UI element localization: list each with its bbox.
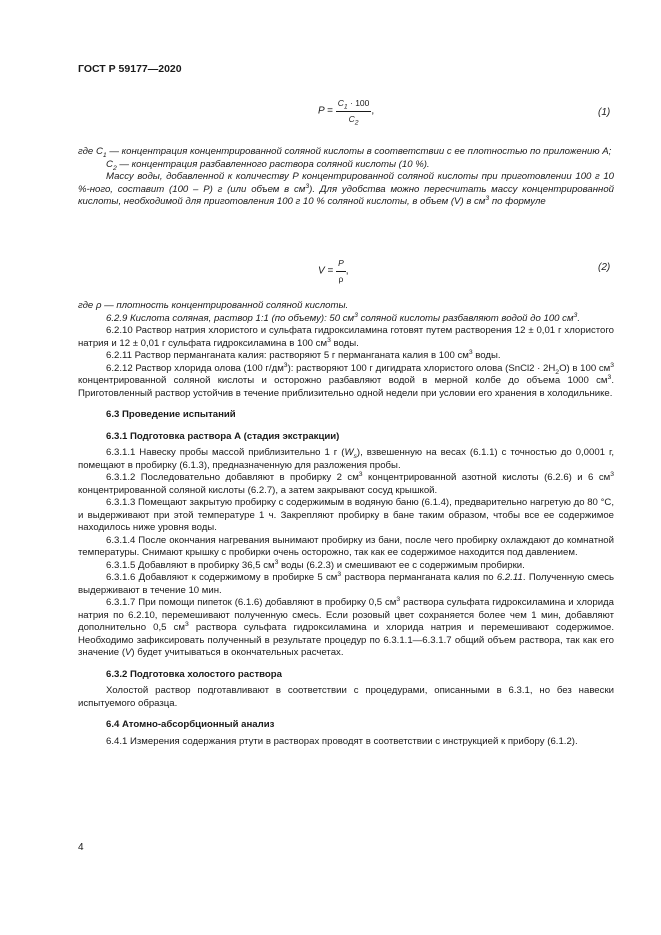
paragraph-6-3-1-3: 6.3.1.3 Помещают закрытую пробирку с содержимым в водяную баню (6.1.4), предварительно нагретую до 80 °C, и выдерживают при этой температуре 1 ч. Закрепляют пробирку в бане таким образом, чтобы все ее содержимое находилось ниже уровня воды. bbox=[78, 497, 614, 533]
paragraph-6-3-1-7: 6.3.1.7 При помощи пипеток (6.1.6) добавляют в пробирку 0,5 $см^3$ раствора сульфата гидроксиламина и хлорида натрия по 6.2.10, перемешивают полученную смесь. Если розовый цвет сохраняется более чем 1 мин, добавляют дополнительно 0,5 $см^3$ раствора сульфата гидроксиламина и хлорида натрия и перемешивают содержимое. Необходимо зафиксировать полученный в результате процедур по 6.3.1.1—6.3.1.7 общий объем раствора, так как его значение (V) будет учитываться в окончательных расчетах. bbox=[78, 595, 614, 658]
where-c2: $C_2$ — концентрация разбавленного раствора соляной кислоты (10 %). bbox=[106, 158, 430, 172]
formula-1-comma: , bbox=[371, 105, 375, 117]
formula-2-denominator: ρ bbox=[338, 273, 344, 284]
formula-1-fraction bbox=[336, 97, 375, 127]
heading-6-3-1: 6.3.1 Подготовка раствора А (стадия экстракции) bbox=[106, 430, 340, 442]
where-rho: где ρ — плотность концентрированной соляной кислоты. bbox=[78, 300, 349, 311]
text-block-1 bbox=[78, 146, 614, 209]
paragraph-6-2-9: 6.2.9 Кислота соляная, раствор 1:1 (по объему): 50 $см^3$ соляной кислоты разбавляют водой до 100 $см^3$. bbox=[106, 311, 580, 324]
paragraph-6-2-11: 6.2.11 Раствор перманганата калия: растворяют 5 г перманганата калия в 100 $см^3$ воды. bbox=[106, 348, 501, 361]
formula-2-numerator: P bbox=[336, 257, 346, 272]
heading-6-4: 6.4 Атомно-абсорбционный анализ bbox=[106, 719, 275, 730]
paragraph-6-2-12: 6.2.12 Раствор хлорида олова (100 $г/дм^3$): растворяют 100 г дигидрата хлористого олова (SnCl2 · $2H_2O$) в 100 $см^3$ концентрированной соляной кислоты и осторожно разбавляют водой в мерной колбе до объема 1000 $см^3$. Приготовленный раствор устойчив в течение приблизительно одной недели при условии его хранения в холодильнике. bbox=[78, 361, 614, 399]
paragraph-6-3-1-1: 6.3.1.1 Навеску пробы массой приблизительно 1 г $(W_s)$, взвешенную на весах (6.1.1) с точностью до 0,0001 г, помещают в пробирку (6.1.3), предназначенную для разложения пробы. bbox=[78, 447, 614, 471]
page-number: 4 bbox=[78, 842, 84, 853]
formula-1-number: (1) bbox=[598, 107, 611, 118]
formula-2-comma: , bbox=[345, 265, 349, 277]
paragraph-6-2-10: 6.2.10 Раствор натрия хлористого и сульфата гидроксиламина готовят путем растворения 12 ± 0,01 г хлористого натрия и 12 ± 0,01 г сульфата гидроксиламина в 100 $см^3$ воды. bbox=[78, 325, 614, 349]
formula-1-denominator: $C_2$ bbox=[348, 113, 359, 127]
mass-water-paragraph: Массу воды, добавленной к количеству P концентрированной соляной кислоты при приготовлении 100 г 10 %-ного, составит (100 – P) г (или объем в $см^3$). Для удобства можно пересчитать массу концентрированной кислоты, необходимой для приготовления 100 г 10 % соляной кислоты, в объем (V) в $см^3$ по формуле bbox=[78, 171, 615, 207]
text-block-2 bbox=[78, 300, 614, 748]
paragraph-6-4-1: 6.4.1 Измерения содержания ртути в растворах проводят в соответствии с инструкцией к прибору (6.1.2). bbox=[106, 735, 578, 747]
formula-1 bbox=[318, 97, 374, 125]
formula-1-lhs: P bbox=[318, 105, 325, 117]
paragraph-6-3-2: Холостой раствор подготавливают в соответствии с процедурами, описанными в 6.3.1, но без навески испытуемого образца. bbox=[78, 685, 614, 709]
formula-1-numerator: $C_1 \cdot 100$ bbox=[337, 98, 370, 111]
formula-2 bbox=[318, 257, 349, 285]
heading-6-3-2: 6.3.2 Подготовка холостого раствора bbox=[106, 668, 282, 680]
paragraph-6-3-1-5: 6.3.1.5 Добавляют в пробирку 36,5 $см^3$ воды (6.2.3) и смешивают ее с содержимым пробирки. bbox=[106, 558, 525, 571]
formula-2-lhs: V bbox=[318, 265, 325, 277]
heading-6-3: 6.3 Проведение испытаний bbox=[106, 409, 236, 420]
where-c1: где $C_1$ — концентрация концентрированной соляной кислоты в соответствии с ее плотностью по приложению А; bbox=[78, 146, 612, 159]
formula-2-equals: = bbox=[327, 265, 334, 277]
formula-2-fraction bbox=[336, 257, 346, 285]
paragraph-6-3-1-2: 6.3.1.2 Последовательно добавляют в пробирку 2 $см^3$ концентрированной азотной кислоты (6.2.6) и 6 $см^3$ концентрированной соляной кислоты (6.2.7), а затем закрывают сосуд крышкой. bbox=[78, 470, 614, 496]
formula-2-number: (2) bbox=[598, 262, 611, 273]
formula-1-equals: = bbox=[327, 105, 333, 117]
paragraph-6-3-1-6: 6.3.1.6 Добавляют к содержимому в пробирке 5 $см^3$ раствора перманганата калия по 6.2.11. Полученную смесь выдерживают в течение 10 мин. bbox=[78, 570, 614, 596]
paragraph-6-3-1-4: 6.3.1.4 После окончания нагревания вынимают пробирку из бани, после чего пробирку охлаждают до комнатной температуры. Снимают крышку с пробирки очень осторожно, так как ее содержимое находится под давлением. bbox=[78, 534, 614, 558]
standard-header: ГОСТ Р 59177—2020 bbox=[78, 63, 182, 75]
